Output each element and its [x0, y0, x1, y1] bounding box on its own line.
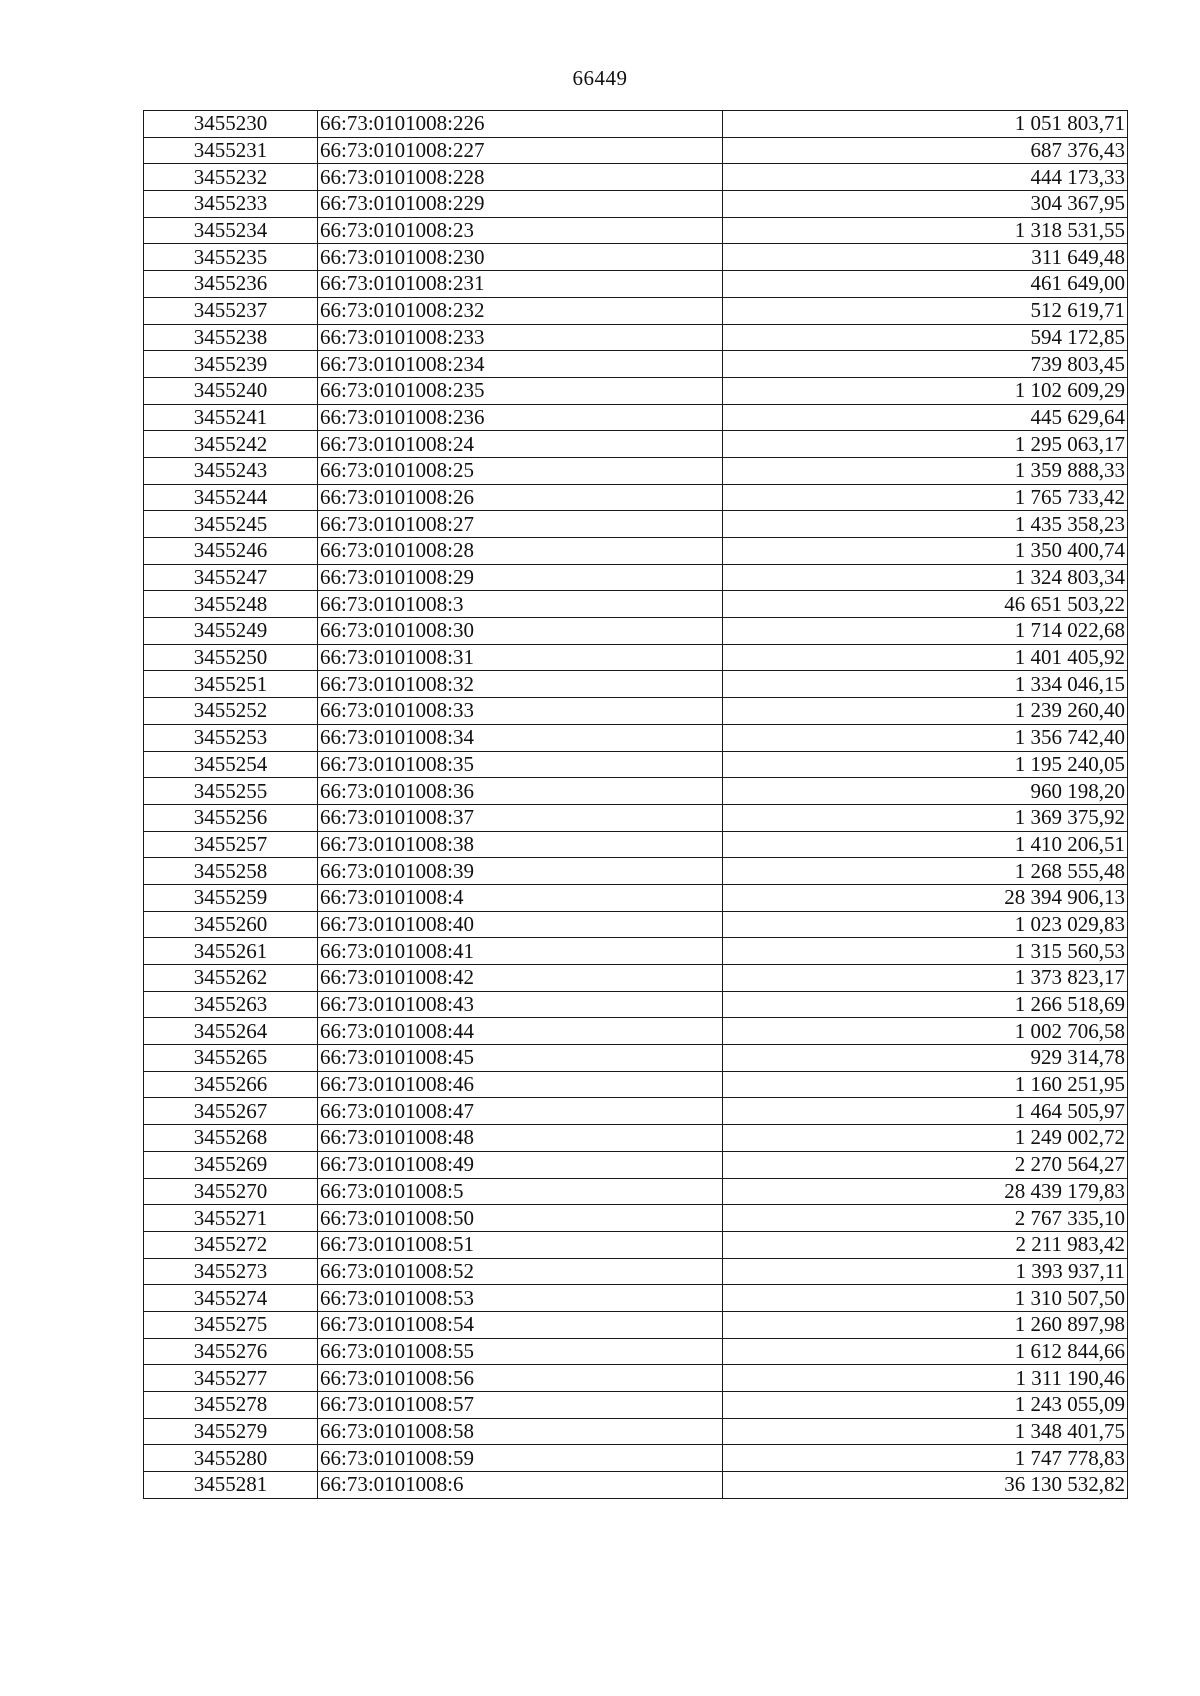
table-row [144, 1285, 1128, 1312]
cadastral-value-cell: 1 369 375,92 [723, 804, 1128, 831]
table-row [144, 457, 1128, 484]
cadastral-value-cell: 1 195 240,05 [723, 751, 1128, 778]
cadastral-value-cell: 1 464 505,97 [723, 1098, 1128, 1125]
record-id-cell: 3455266 [144, 1071, 318, 1098]
record-id-cell: 3455254 [144, 751, 318, 778]
table-row [144, 698, 1128, 725]
cadastral-number-cell: 66:73:0101008:31 [318, 644, 723, 671]
record-id-cell: 3455258 [144, 858, 318, 885]
table-row [144, 858, 1128, 885]
table-row [144, 671, 1128, 698]
cadastral-number-cell: 66:73:0101008:27 [318, 511, 723, 538]
record-id-cell: 3455239 [144, 351, 318, 378]
cadastral-number-cell: 66:73:0101008:43 [318, 991, 723, 1018]
record-id-cell: 3455231 [144, 137, 318, 164]
record-id-cell: 3455257 [144, 831, 318, 858]
cadastral-value-cell: 2 767 335,10 [723, 1205, 1128, 1232]
cadastral-number-cell: 66:73:0101008:58 [318, 1418, 723, 1445]
cadastral-value-cell: 512 619,71 [723, 297, 1128, 324]
table-row [144, 1205, 1128, 1232]
record-id-cell: 3455267 [144, 1098, 318, 1125]
cadastral-value-cell: 1 002 706,58 [723, 1018, 1128, 1045]
record-id-cell: 3455230 [144, 111, 318, 138]
table-row [144, 618, 1128, 645]
record-id-cell: 3455237 [144, 297, 318, 324]
cadastral-value-cell: 1 260 897,98 [723, 1311, 1128, 1338]
cadastral-number-cell: 66:73:0101008:39 [318, 858, 723, 885]
table-row [144, 644, 1128, 671]
table-row [144, 911, 1128, 938]
cadastral-value-cell: 1 714 022,68 [723, 618, 1128, 645]
table-row [144, 377, 1128, 404]
record-id-cell: 3455234 [144, 217, 318, 244]
record-id-cell: 3455249 [144, 618, 318, 645]
record-id-cell: 3455247 [144, 564, 318, 591]
cadastral-value-cell: 1 023 029,83 [723, 911, 1128, 938]
table-row [144, 965, 1128, 992]
cadastral-number-cell: 66:73:0101008:56 [318, 1365, 723, 1392]
record-id-cell: 3455277 [144, 1365, 318, 1392]
cadastral-value-cell: 461 649,00 [723, 271, 1128, 298]
table-row [144, 431, 1128, 458]
record-id-cell: 3455276 [144, 1338, 318, 1365]
record-id-cell: 3455271 [144, 1205, 318, 1232]
cadastral-number-cell: 66:73:0101008:26 [318, 484, 723, 511]
cadastral-value-cell: 2 211 983,42 [723, 1231, 1128, 1258]
cadastral-value-cell: 1 410 206,51 [723, 831, 1128, 858]
cadastral-number-cell: 66:73:0101008:35 [318, 751, 723, 778]
cadastral-number-cell: 66:73:0101008:51 [318, 1231, 723, 1258]
record-id-cell: 3455279 [144, 1418, 318, 1445]
table-row [144, 244, 1128, 271]
cadastral-number-cell: 66:73:0101008:28 [318, 538, 723, 565]
table-row [144, 137, 1128, 164]
record-id-cell: 3455264 [144, 1018, 318, 1045]
record-id-cell: 3455269 [144, 1151, 318, 1178]
table-row [144, 831, 1128, 858]
cadastral-number-cell: 66:73:0101008:34 [318, 724, 723, 751]
cadastral-number-cell: 66:73:0101008:40 [318, 911, 723, 938]
record-id-cell: 3455248 [144, 591, 318, 618]
table-row [144, 724, 1128, 751]
record-id-cell: 3455268 [144, 1125, 318, 1152]
cadastral-value-cell: 46 651 503,22 [723, 591, 1128, 618]
cadastral-value-cell: 1 243 055,09 [723, 1392, 1128, 1419]
record-id-cell: 3455242 [144, 431, 318, 458]
record-id-cell: 3455236 [144, 271, 318, 298]
cadastral-value-cell: 929 314,78 [723, 1045, 1128, 1072]
cadastral-value-cell: 445 629,64 [723, 404, 1128, 431]
table-row [144, 1098, 1128, 1125]
cadastral-number-cell: 66:73:0101008:230 [318, 244, 723, 271]
cadastral-value-cell: 1 373 823,17 [723, 965, 1128, 992]
cadastral-value-cell: 2 270 564,27 [723, 1151, 1128, 1178]
cadastral-number-cell: 66:73:0101008:57 [318, 1392, 723, 1419]
cadastral-number-cell: 66:73:0101008:227 [318, 137, 723, 164]
record-id-cell: 3455244 [144, 484, 318, 511]
cadastral-number-cell: 66:73:0101008:36 [318, 778, 723, 805]
page-number: 66449 [572, 66, 628, 90]
cadastral-number-cell: 66:73:0101008:23 [318, 217, 723, 244]
table-row [144, 778, 1128, 805]
cadastral-number-cell: 66:73:0101008:233 [318, 324, 723, 351]
cadastral-value-cell: 1 311 190,46 [723, 1365, 1128, 1392]
cadastral-value-cell: 1 051 803,71 [723, 111, 1128, 138]
cadastral-value-cell: 1 765 733,42 [723, 484, 1128, 511]
table-row [144, 751, 1128, 778]
cadastral-number-cell: 66:73:0101008:49 [318, 1151, 723, 1178]
cadastral-value-cell: 1 747 778,83 [723, 1445, 1128, 1472]
cadastral-value-cell: 739 803,45 [723, 351, 1128, 378]
table-row [144, 1231, 1128, 1258]
table-row [144, 1258, 1128, 1285]
record-id-cell: 3455270 [144, 1178, 318, 1205]
table-row [144, 591, 1128, 618]
record-id-cell: 3455238 [144, 324, 318, 351]
cadastral-value-cell: 1 334 046,15 [723, 671, 1128, 698]
cadastral-number-cell: 66:73:0101008:41 [318, 938, 723, 965]
cadastral-value-cell: 1 249 002,72 [723, 1125, 1128, 1152]
cadastral-value-cell: 1 102 609,29 [723, 377, 1128, 404]
record-id-cell: 3455263 [144, 991, 318, 1018]
cadastral-number-cell: 66:73:0101008:50 [318, 1205, 723, 1232]
table-row [144, 564, 1128, 591]
table-row [144, 1045, 1128, 1072]
cadastral-number-cell: 66:73:0101008:53 [318, 1285, 723, 1312]
record-id-cell: 3455275 [144, 1311, 318, 1338]
cadastral-number-cell: 66:73:0101008:47 [318, 1098, 723, 1125]
table-row [144, 1445, 1128, 1472]
cadastral-number-cell: 66:73:0101008:59 [318, 1445, 723, 1472]
cadastral-number-cell: 66:73:0101008:33 [318, 698, 723, 725]
table-row [144, 1125, 1128, 1152]
cadastral-number-cell: 66:73:0101008:54 [318, 1311, 723, 1338]
table-row [144, 1418, 1128, 1445]
table-row [144, 1338, 1128, 1365]
cadastral-value-cell: 1 401 405,92 [723, 644, 1128, 671]
record-id-cell: 3455262 [144, 965, 318, 992]
cadastral-number-cell: 66:73:0101008:48 [318, 1125, 723, 1152]
record-id-cell: 3455251 [144, 671, 318, 698]
table-row [144, 271, 1128, 298]
cadastral-value-cell: 1 348 401,75 [723, 1418, 1128, 1445]
table-row [144, 884, 1128, 911]
record-id-cell: 3455255 [144, 778, 318, 805]
table-row [144, 804, 1128, 831]
cadastral-value-cell: 1 393 937,11 [723, 1258, 1128, 1285]
record-id-cell: 3455261 [144, 938, 318, 965]
table-row [144, 1365, 1128, 1392]
record-id-cell: 3455265 [144, 1045, 318, 1072]
record-id-cell: 3455272 [144, 1231, 318, 1258]
table-body [144, 111, 1128, 1499]
table-row [144, 1311, 1128, 1338]
record-id-cell: 3455232 [144, 164, 318, 191]
table-row [144, 297, 1128, 324]
record-id-cell: 3455240 [144, 377, 318, 404]
cadastral-number-cell: 66:73:0101008:38 [318, 831, 723, 858]
cadastral-value-cell: 960 198,20 [723, 778, 1128, 805]
record-id-cell: 3455273 [144, 1258, 318, 1285]
record-id-cell: 3455246 [144, 538, 318, 565]
table-row [144, 484, 1128, 511]
cadastral-value-cell: 1 315 560,53 [723, 938, 1128, 965]
cadastral-number-cell: 66:73:0101008:6 [318, 1472, 723, 1499]
table-row [144, 164, 1128, 191]
cadastral-number-cell: 66:73:0101008:32 [318, 671, 723, 698]
table-row [144, 1472, 1128, 1499]
table-row [144, 351, 1128, 378]
cadastral-number-cell: 66:73:0101008:44 [318, 1018, 723, 1045]
cadastral-number-cell: 66:73:0101008:29 [318, 564, 723, 591]
table-row [144, 111, 1128, 138]
cadastral-number-cell: 66:73:0101008:236 [318, 404, 723, 431]
cadastral-value-cell: 1 356 742,40 [723, 724, 1128, 751]
record-id-cell: 3455280 [144, 1445, 318, 1472]
cadastral-number-cell: 66:73:0101008:37 [318, 804, 723, 831]
cadastral-number-cell: 66:73:0101008:231 [318, 271, 723, 298]
table-row [144, 404, 1128, 431]
record-id-cell: 3455233 [144, 191, 318, 218]
record-id-cell: 3455235 [144, 244, 318, 271]
cadastral-number-cell: 66:73:0101008:25 [318, 457, 723, 484]
table-row [144, 538, 1128, 565]
cadastral-value-cell: 1 239 260,40 [723, 698, 1128, 725]
table-row [144, 191, 1128, 218]
record-id-cell: 3455243 [144, 457, 318, 484]
cadastral-number-cell: 66:73:0101008:232 [318, 297, 723, 324]
cadastral-value-cell: 1 295 063,17 [723, 431, 1128, 458]
record-id-cell: 3455252 [144, 698, 318, 725]
cadastral-value-cell: 1 435 358,23 [723, 511, 1128, 538]
cadastral-value-cell: 594 172,85 [723, 324, 1128, 351]
cadastral-number-cell: 66:73:0101008:52 [318, 1258, 723, 1285]
table-row [144, 1392, 1128, 1419]
record-id-cell: 3455278 [144, 1392, 318, 1419]
cadastral-value-cell: 1 612 844,66 [723, 1338, 1128, 1365]
record-id-cell: 3455241 [144, 404, 318, 431]
cadastral-number-cell: 66:73:0101008:55 [318, 1338, 723, 1365]
table-row [144, 938, 1128, 965]
record-id-cell: 3455281 [144, 1472, 318, 1499]
cadastral-number-cell: 66:73:0101008:229 [318, 191, 723, 218]
record-id-cell: 3455245 [144, 511, 318, 538]
cadastral-value-cell: 687 376,43 [723, 137, 1128, 164]
cadastral-value-table [143, 110, 1128, 1499]
cadastral-value-cell: 36 130 532,82 [723, 1472, 1128, 1499]
cadastral-number-cell: 66:73:0101008:45 [318, 1045, 723, 1072]
record-id-cell: 3455253 [144, 724, 318, 751]
cadastral-value-cell: 1 266 518,69 [723, 991, 1128, 1018]
record-id-cell: 3455250 [144, 644, 318, 671]
cadastral-value-cell: 28 439 179,83 [723, 1178, 1128, 1205]
cadastral-value-cell: 311 649,48 [723, 244, 1128, 271]
cadastral-value-cell: 1 318 531,55 [723, 217, 1128, 244]
cadastral-value-cell: 1 160 251,95 [723, 1071, 1128, 1098]
table-row [144, 991, 1128, 1018]
cadastral-number-cell: 66:73:0101008:46 [318, 1071, 723, 1098]
cadastral-number-cell: 66:73:0101008:24 [318, 431, 723, 458]
cadastral-number-cell: 66:73:0101008:30 [318, 618, 723, 645]
table-row [144, 1178, 1128, 1205]
record-id-cell: 3455274 [144, 1285, 318, 1312]
cadastral-number-cell: 66:73:0101008:235 [318, 377, 723, 404]
cadastral-number-cell: 66:73:0101008:3 [318, 591, 723, 618]
cadastral-number-cell: 66:73:0101008:42 [318, 965, 723, 992]
cadastral-value-cell: 1 350 400,74 [723, 538, 1128, 565]
table-row [144, 1151, 1128, 1178]
cadastral-number-cell: 66:73:0101008:228 [318, 164, 723, 191]
cadastral-value-cell: 1 268 555,48 [723, 858, 1128, 885]
cadastral-number-cell: 66:73:0101008:226 [318, 111, 723, 138]
record-id-cell: 3455260 [144, 911, 318, 938]
cadastral-value-cell: 444 173,33 [723, 164, 1128, 191]
cadastral-value-cell: 304 367,95 [723, 191, 1128, 218]
table-row [144, 1071, 1128, 1098]
cadastral-number-cell: 66:73:0101008:4 [318, 884, 723, 911]
cadastral-number-cell: 66:73:0101008:234 [318, 351, 723, 378]
cadastral-value-cell: 1 310 507,50 [723, 1285, 1128, 1312]
table-row [144, 324, 1128, 351]
cadastral-value-cell: 1 359 888,33 [723, 457, 1128, 484]
table-row [144, 1018, 1128, 1045]
cadastral-number-cell: 66:73:0101008:5 [318, 1178, 723, 1205]
cadastral-value-cell: 28 394 906,13 [723, 884, 1128, 911]
table-row [144, 217, 1128, 244]
record-id-cell: 3455256 [144, 804, 318, 831]
record-id-cell: 3455259 [144, 884, 318, 911]
cadastral-value-cell: 1 324 803,34 [723, 564, 1128, 591]
table-row [144, 511, 1128, 538]
